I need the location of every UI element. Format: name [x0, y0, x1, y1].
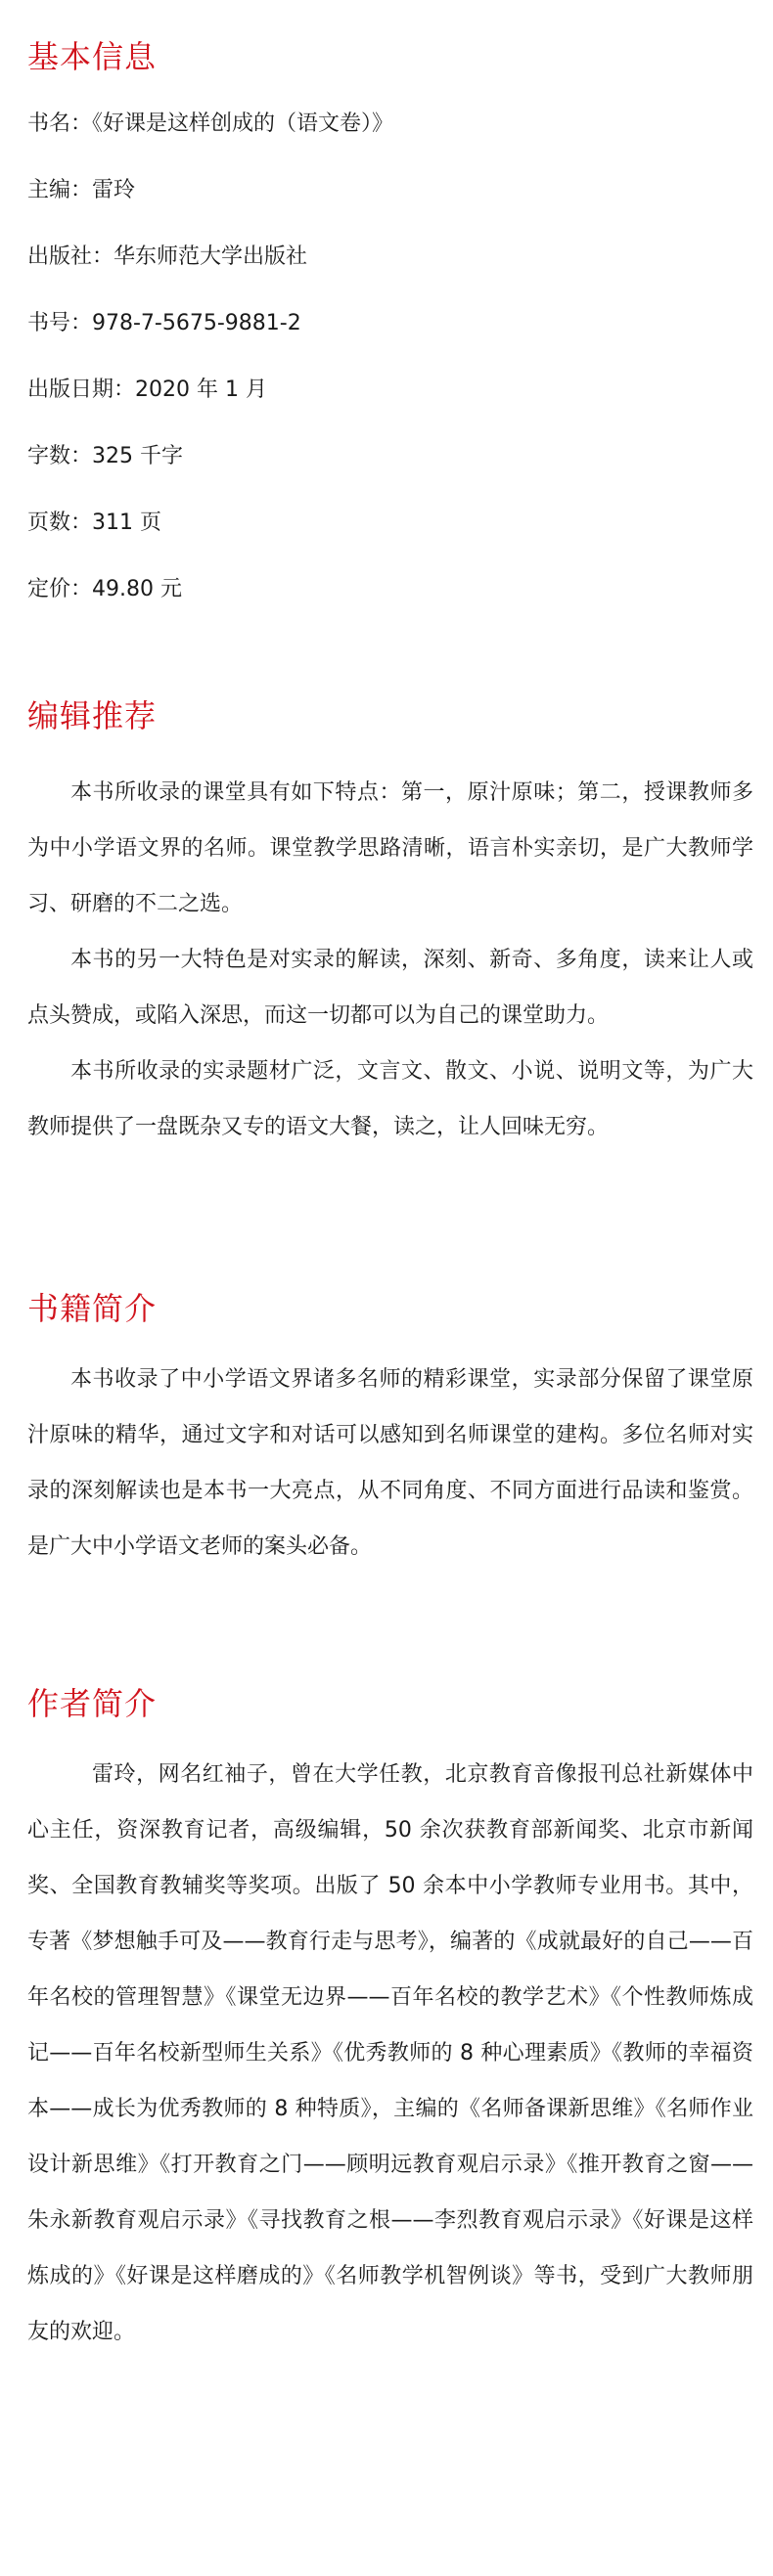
section-title-book-intro: 书籍简介 [27, 1290, 158, 1327]
basic-info-list [27, 110, 753, 642]
author-intro-paragraph: 雷玲，网名红袖子，曾在大学任教，北京教育音像报刊总社新媒体中心主任，资深教育记者，高级编辑，50 余次获教育部新闻奖、北京市新闻奖、全国教育教辅奖等奖项。出版了 50 余本中小学教师专业用书。其中，专著《梦想触手可及——教育行走与思考》，编著的《成就最好的自己——百年名校的管理智慧》《课堂无边界——百年名校的教学艺术》《个性教师炼成记——百年名校新型师生关系》《优秀教师的 8 种心理素质》《教师的幸福资本——成长为优秀教师的 8 种特质》，主编的《名师备课新思维》《名师作业设计新思维》《打开教育之门——顾明远教育观启示录》《推开教育之窗——朱永新教育观启示录》《寻找教育之根——李烈教育观启示录》《好课是这样炼成的》《好课是这样磨成的》《名师教学机智例谈》等书，受到广大教师朋友的欢迎。 [27, 1762, 753, 2344]
section-title-editor-recommend: 编辑推荐 [27, 697, 158, 734]
book-intro-paragraph: 本书收录了中小学语文界诸多名师的精彩课堂，实录部分保留了课堂原汁原味的精华，通过文字和对话可以感知到名师课堂的建构。多位名师对实录的深刻解读也是本书一大亮点，从不同角度、不同方面进行品读和鉴赏。是广大中小学语文老师的案头必备。 [27, 1367, 753, 1559]
info-row-page-count: 页数：311 页 [27, 511, 161, 535]
info-row-title: 书名：《好课是这样创成的（语文卷）》 [27, 111, 394, 136]
editor-recommend-paragraph: 本书所收录的实录题材广泛，文言文、散文、小说、说明文等，为广大教师提供了一盘既杂又专的语文大餐，读之，让人回味无穷。 [27, 1059, 753, 1139]
info-row-publish-date: 出版日期：2020 年 1 月 [27, 378, 267, 402]
info-row-price: 定价：49.80 元 [27, 577, 182, 601]
info-row-isbn: 书号：978-7-5675-9881-2 [27, 311, 301, 335]
info-row-publisher: 出版社：华东师范大学出版社 [27, 244, 308, 269]
info-row-word-count: 字数：325 千字 [27, 444, 183, 468]
section-title-author-intro: 作者简介 [27, 1685, 158, 1722]
section-title-basic-info: 基本信息 [27, 38, 158, 75]
editor-recommend-paragraph: 本书所收录的课堂具有如下特点：第一，原汁原味；第二，授课教师多为中小学语文界的名师。课堂教学思路清晰，语言朴实亲切，是广大教师学习、研磨的不二之选。 [27, 780, 753, 916]
author-intro-body [27, 1747, 753, 2360]
book-intro-body [27, 1352, 753, 1575]
editor-recommend-body [27, 765, 753, 1155]
info-row-editor: 主编：雷玲 [27, 178, 136, 202]
editor-recommend-paragraph: 本书的另一大特色是对实录的解读，深刻、新奇、多角度，读来让人或点头赞成，或陷入深思，而这一切都可以为自己的课堂助力。 [27, 948, 753, 1028]
